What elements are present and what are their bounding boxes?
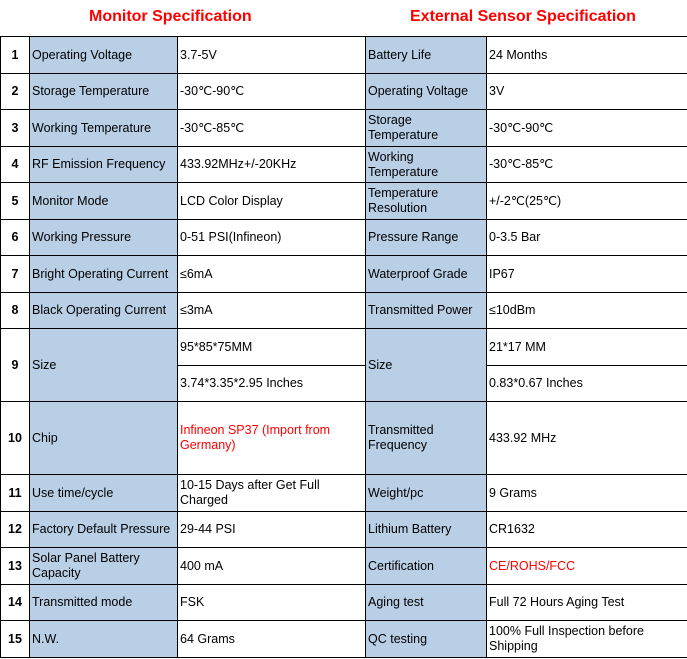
monitor-label: Bright Operating Current — [30, 256, 178, 293]
monitor-value: 10-15 Days after Get Full Charged — [178, 475, 366, 512]
spec-table — [0, 36, 687, 658]
monitor-value: 0-51 PSI(Infineon) — [178, 220, 366, 256]
table-row — [1, 147, 687, 183]
monitor-label: Size — [30, 329, 178, 402]
sensor-spec-title: External Sensor Specification — [410, 8, 636, 25]
row-number: 2 — [1, 74, 30, 110]
table-row — [1, 475, 687, 512]
monitor-value: ≤3mA — [178, 293, 366, 329]
row-number: 11 — [1, 475, 30, 512]
monitor-label: Storage Temperature — [30, 74, 178, 110]
row-number: 6 — [1, 220, 30, 256]
monitor-value: 433.92MHz+/-20KHz — [178, 147, 366, 183]
sensor-value: 24 Months — [487, 37, 687, 74]
sensor-label: Pressure Range — [366, 220, 487, 256]
monitor-value: FSK — [178, 585, 366, 621]
sensor-label: Working Temperature — [366, 147, 487, 183]
sensor-label: Battery Life — [366, 37, 487, 74]
monitor-label: Solar Panel Battery Capacity — [30, 548, 178, 585]
row-number: 4 — [1, 147, 30, 183]
row-number: 9 — [1, 329, 30, 402]
row-number: 8 — [1, 293, 30, 329]
sensor-label: Waterproof Grade — [366, 256, 487, 293]
table-row — [1, 110, 687, 147]
table-row — [1, 621, 687, 658]
table-row — [1, 402, 687, 475]
monitor-label: Operating Voltage — [30, 37, 178, 74]
sensor-label: Weight/pc — [366, 475, 487, 512]
monitor-value-secondary: 3.74*3.35*2.95 Inches — [178, 366, 366, 402]
row-number: 15 — [1, 621, 30, 658]
sensor-label: Storage Temperature — [366, 110, 487, 147]
sensor-value: Full 72 Hours Aging Test — [487, 585, 687, 621]
sensor-value: ≤10dBm — [487, 293, 687, 329]
row-number: 10 — [1, 402, 30, 475]
row-number: 3 — [1, 110, 30, 147]
monitor-value: -30℃-85℃ — [178, 110, 366, 147]
monitor-label: Use time/cycle — [30, 475, 178, 512]
sensor-label: Aging test — [366, 585, 487, 621]
sensor-value: IP67 — [487, 256, 687, 293]
row-number: 1 — [1, 37, 30, 74]
table-row — [1, 183, 687, 220]
monitor-value: 400 mA — [178, 548, 366, 585]
row-number: 12 — [1, 512, 30, 548]
sensor-value: CR1632 — [487, 512, 687, 548]
monitor-label: Chip — [30, 402, 178, 475]
monitor-spec-title: Monitor Specification — [89, 8, 252, 25]
sensor-value-secondary: 0.83*0.67 Inches — [487, 366, 687, 402]
monitor-label: RF Emission Frequency — [30, 147, 178, 183]
monitor-label: Black Operating Current — [30, 293, 178, 329]
monitor-value: 95*85*75MM — [178, 329, 366, 366]
sensor-value: -30℃-85℃ — [487, 147, 687, 183]
table-row — [1, 293, 687, 329]
table-row — [1, 548, 687, 585]
monitor-label: Monitor Mode — [30, 183, 178, 220]
row-number: 14 — [1, 585, 30, 621]
sensor-label: Size — [366, 329, 487, 402]
table-row — [1, 512, 687, 548]
monitor-label: Working Temperature — [30, 110, 178, 147]
table-row — [1, 329, 687, 366]
sensor-value: 3V — [487, 74, 687, 110]
table-row — [1, 37, 687, 74]
sensor-label: QC testing — [366, 621, 487, 658]
monitor-value: LCD Color Display — [178, 183, 366, 220]
table-row — [1, 256, 687, 293]
row-number: 7 — [1, 256, 30, 293]
monitor-label: Transmitted mode — [30, 585, 178, 621]
monitor-label: Factory Default Pressure — [30, 512, 178, 548]
monitor-value: 29-44 PSI — [178, 512, 366, 548]
monitor-value: 64 Grams — [178, 621, 366, 658]
table-row — [1, 74, 687, 110]
sensor-value: 433.92 MHz — [487, 402, 687, 475]
sensor-value: 100% Full Inspection before Shipping — [487, 621, 687, 658]
sensor-value: +/-2℃(25℃) — [487, 183, 687, 220]
sensor-label: Transmitted Frequency — [366, 402, 487, 475]
sensor-value: 21*17 MM — [487, 329, 687, 366]
row-number: 13 — [1, 548, 30, 585]
sensor-value: CE/ROHS/FCC — [487, 548, 687, 585]
monitor-value: -30℃-90℃ — [178, 74, 366, 110]
sensor-label: Certification — [366, 548, 487, 585]
monitor-label: Working Pressure — [30, 220, 178, 256]
table-row — [1, 585, 687, 621]
sensor-label: Lithium Battery — [366, 512, 487, 548]
sensor-label: Transmitted Power — [366, 293, 487, 329]
monitor-value: Infineon SP37 (Import from Germany) — [178, 402, 366, 475]
row-number: 5 — [1, 183, 30, 220]
sensor-value: -30℃-90℃ — [487, 110, 687, 147]
sensor-value: 9 Grams — [487, 475, 687, 512]
monitor-label: N.W. — [30, 621, 178, 658]
monitor-value: 3.7-5V — [178, 37, 366, 74]
monitor-value: ≤6mA — [178, 256, 366, 293]
sensor-value: 0-3.5 Bar — [487, 220, 687, 256]
table-row — [1, 220, 687, 256]
title-bar — [0, 0, 687, 36]
sensor-label: Operating Voltage — [366, 74, 487, 110]
sensor-label: Temperature Resolution — [366, 183, 487, 220]
